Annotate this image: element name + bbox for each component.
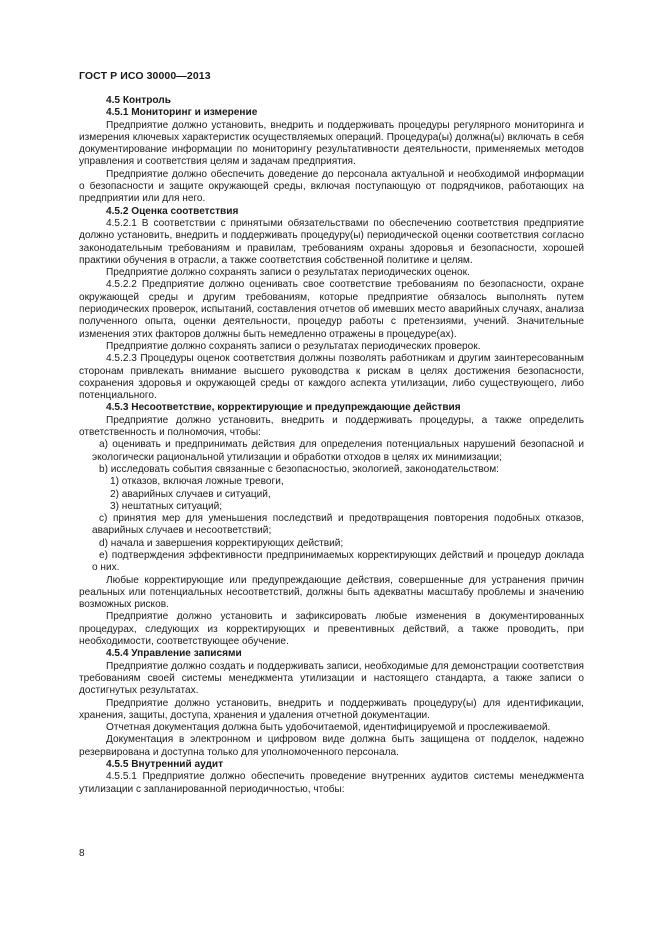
section-heading: 4.5.3 Несоответствие, корректирующие и предупреждающие действия	[106, 402, 461, 414]
list-item: c) принятия мер для уменьшения последствий и предотвращения повторения подобных отказов, аварийных случаев и несоответствий;	[92, 513, 584, 537]
list-item: b) исследовать события связанные с безопасностью, экологией, законодательством:	[99, 463, 499, 475]
paragraph: Документация в электронном и цифровом виде должна быть защищена от подделок, надежно резервирована и доступна только для уполномоченного персонала.	[79, 734, 584, 758]
section-heading: 4.5.5 Внутренний аудит	[106, 759, 224, 771]
paragraph: Предприятие должно установить, внедрить и поддерживать процедуру(ы) для идентификации, хранения, защиты, доступа, хранения и удаления отчетной документации.	[79, 697, 584, 721]
paragraph: Предприятие должно установить, внедрить и поддерживать процедуры регулярного мониторинга и измерения ключевых характеристик осуществляемых операций. Процедура(ы) должна(ы) включать в себя документирование информации по мониторингу результативности деятельности, применяемых методов управления и соответствия целям и задачам предприятия.	[79, 119, 584, 168]
paragraph: Предприятие должно обеспечить доведение до персонала актуальной и необходимой информации о безопасности и защите окружающей среды, включая поступающую от подрядчиков, работающих на предприятии или для него.	[79, 168, 584, 205]
paragraph: Любые корректирующие или предупреждающие действия, совершенные для устранения причин реальных или потенциальных несоответствий, должны быть адекватны масштабу проблемы и значению возможных рисков.	[79, 574, 584, 611]
list-item: e) подтверждения эффективности предпринимаемых корректирующих действий и процедур доклада о них.	[92, 549, 584, 574]
list-item: 2) аварийных случаев и ситуаций,	[110, 488, 271, 500]
paragraph: Предприятие должно сохранять записи о результатах периодических оценок.	[106, 267, 470, 279]
section-heading: 4.5.1 Мониторинг и измерение	[106, 107, 258, 119]
paragraph: Предприятие должно создать и поддерживать записи, необходимые для демонстрации соответствия требованиям своей системы менеджмента утилизации и настоящего стандарта, а также записи о достигнутых результатах.	[79, 660, 584, 697]
list-item: a) оценивать и предпринимать действия для определения потенциальных нарушений безопасной и экологически рациональной утилизации и обработки отходов в целях их минимизации;	[92, 439, 584, 463]
section-heading: 4.5.2 Оценка соответствия	[106, 205, 239, 217]
paragraph: Предприятие должно установить, внедрить и поддерживать процедуры, а также определить ответственность и полномочия, чтобы:	[79, 414, 584, 439]
section-heading: 4.5.4 Управление записями	[106, 648, 242, 660]
document-body	[79, 95, 584, 796]
paragraph: 4.5.5.1 Предприятие должно обеспечить проведение внутренних аудитов системы менеджмента утилизации с запланированной периодичностью, чтобы:	[79, 771, 584, 795]
document-header: ГОСТ Р ИСО 30000—2013	[79, 70, 211, 82]
page-number: 8	[79, 848, 85, 859]
list-item: 3) нештатных ситуаций;	[110, 500, 223, 512]
paragraph: Предприятие должно сохранять записи о результатах периодических проверок.	[106, 340, 481, 352]
paragraph: 4.5.2.3 Процедуры оценок соответствия должны позволять работникам и другим заинтересованным сторонам привлекать внимание высшего руководства к рискам в целях достижения безопасности, сохранения здоровья и окружающей среды от каждого аспекта утилизации, либо существующего, либо потенциального.	[79, 353, 584, 402]
paragraph: 4.5.2.1 В соответствии с принятыми обязательствами по обеспечению соответствия предприятие должно установить, внедрить и поддерживать процедуру(ы) периодической оценки соответствия согласно законодательным требованиям и правилам, требованиям охраны здоровья и безопасности, хорошей практики обучения в отрасли, а также соответствия собственной политике и целям.	[79, 217, 584, 266]
list-item: 1) отказов, включая ложные тревоги,	[110, 476, 284, 488]
list-item: d) начала и завершения корректирующих действий;	[99, 537, 344, 549]
section-heading: 4.5 Контроль	[106, 95, 171, 106]
paragraph: 4.5.2.2 Предприятие должно оценивать свое соответствие требованиям по безопасности, охране окружающей среды и другим требованиям, которые предприятие обязалось выполнять путем периодических проверок, испытаний, составления отчетов об имевших место аварийных случаях, анализа полученного опыта, оценки деятельности, процедур работы с претензиями, учений. Значительные изменения этих факторов должны быть немедленно отражены в процедуре(ах).	[79, 279, 584, 340]
paragraph: Предприятие должно установить и зафиксировать любые изменения в документированных процедурах, следующих из корректирующих и превентивных действий, а также проводить, при необходимости, соответствующее обучение.	[79, 611, 584, 648]
paragraph: Отчетная документация должна быть удобочитаемой, идентифицируемой и прослеживаемой.	[106, 722, 551, 734]
